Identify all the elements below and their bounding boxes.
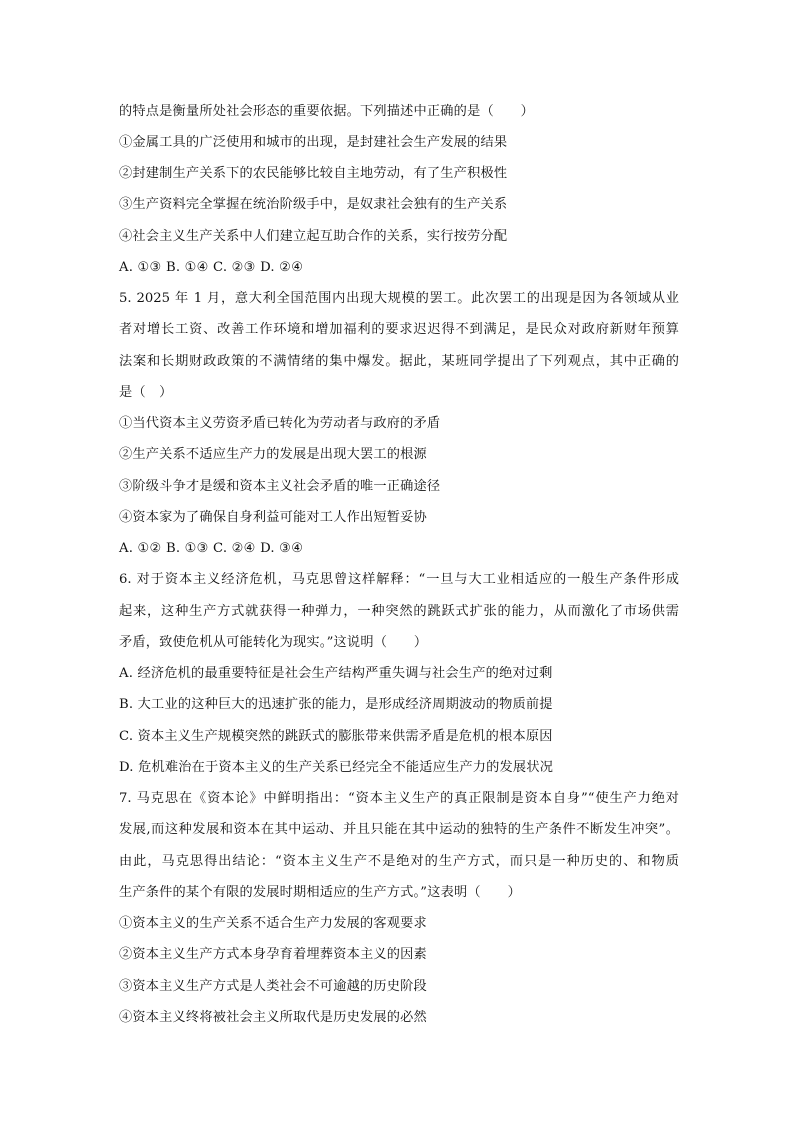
q5-option-1: ①当代资本主义劳资矛盾已转化为劳动者与政府的矛盾 — [119, 416, 441, 431]
q7-stem-line-2: 发展,而这种发展和资本在其中运动、并且只能在其中运动的独特的生产条件不断发生冲突”。 — [119, 822, 679, 837]
q6-stem-line-1: 6. 对于资本主义经济危机，马克思曾这样解释：“一旦与大工业相适应的一般生产条件形成 — [119, 572, 679, 587]
q5-stem-line-3: 法案和长期财政政策的不满情绪的集中爆发。据此，某班同学提出了下列观点，其中正确的 — [119, 354, 679, 369]
q7-option-4: ④资本主义终将被社会主义所取代是历史发展的必然 — [119, 1010, 427, 1025]
q6-option-c: C. 资本主义生产规模突然的跳跃式的膨胀带来供需矛盾是危机的根本原因 — [119, 729, 553, 744]
q6-stem-line-3: 矛盾，致使危机从可能转化为现实。”这说明（ ） — [119, 635, 428, 650]
q7-stem-line-4: 生产条件的某个有限的发展时期相适应的生产方式。”这表明（ ） — [119, 885, 521, 900]
q6-option-b: B. 大工业的这种巨大的迅速扩张的能力，是形成经济周期波动的物质前提 — [119, 697, 553, 712]
q7-option-3: ③资本主义生产方式是人类社会不可逾越的历史阶段 — [119, 979, 427, 994]
q7-stem-line-3: 由此，马克思得出结论：“资本主义生产不是绝对的生产方式，而只是一种历史的、和物质 — [119, 854, 679, 869]
q4-option-1: ①金属工具的广泛使用和城市的出现，是封建社会生产发展的结果 — [119, 135, 508, 150]
q4-option-3: ③生产资料完全掌握在统治阶级手中，是奴隶社会独有的生产关系 — [119, 197, 508, 212]
q5-stem-line-4: 是（ ） — [119, 385, 173, 400]
q5-option-3: ③阶级斗争才是缓和资本主义社会矛盾的唯一正确途径 — [119, 479, 441, 494]
q4-option-2: ②封建制生产关系下的农民能够比较自主地劳动，有了生产积极性 — [119, 166, 508, 181]
q7-option-1: ①资本主义的生产关系不适合生产力发展的客观要求 — [119, 916, 427, 931]
q4-choices: A. ①③ B. ①④ C. ②③ D. ②④ — [119, 260, 304, 275]
q4-option-4: ④社会主义生产关系中人们建立起互助合作的关系，实行按劳分配 — [119, 229, 508, 244]
q4-stem-tail: 的特点是衡量所处社会形态的重要依据。下列描述中正确的是（ ） — [119, 104, 535, 119]
q7-option-2: ②资本主义生产方式本身孕育着埋葬资本主义的因素 — [119, 947, 427, 962]
q6-stem-line-2: 起来，这种生产方式就获得一种弹力，一种突然的跳跃式扩张的能力，从而激化了市场供需 — [119, 604, 679, 619]
q5-option-4: ④资本家为了确保自身利益可能对工人作出短暂妥协 — [119, 510, 427, 525]
q6-option-a: A. 经济危机的最重要特征是社会生产结构严重失调与社会生产的绝对过剩 — [119, 666, 553, 681]
q5-stem-line-2: 者对增长工资、改善工作环境和增加福利的要求迟迟得不到满足，是民众对政府新财年预算 — [119, 322, 679, 337]
q5-choices: A. ①② B. ①③ C. ②④ D. ③④ — [119, 541, 304, 556]
q5-option-2: ②生产关系不适应生产力的发展是出现大罢工的根源 — [119, 447, 427, 462]
q5-stem-line-1: 5. 2025 年 1 月，意大利全国范围内出现大规模的罢工。此次罢工的出现是因为各领域从业 — [119, 291, 679, 306]
q6-option-d: D. 危机难治在于资本主义的生产关系已经完全不能适应生产力的发展状况 — [119, 760, 554, 775]
q7-stem-line-1: 7. 马克思在《资本论》中鲜明指出：“资本主义生产的真正限制是资本自身”“使生产力绝对 — [119, 791, 679, 806]
